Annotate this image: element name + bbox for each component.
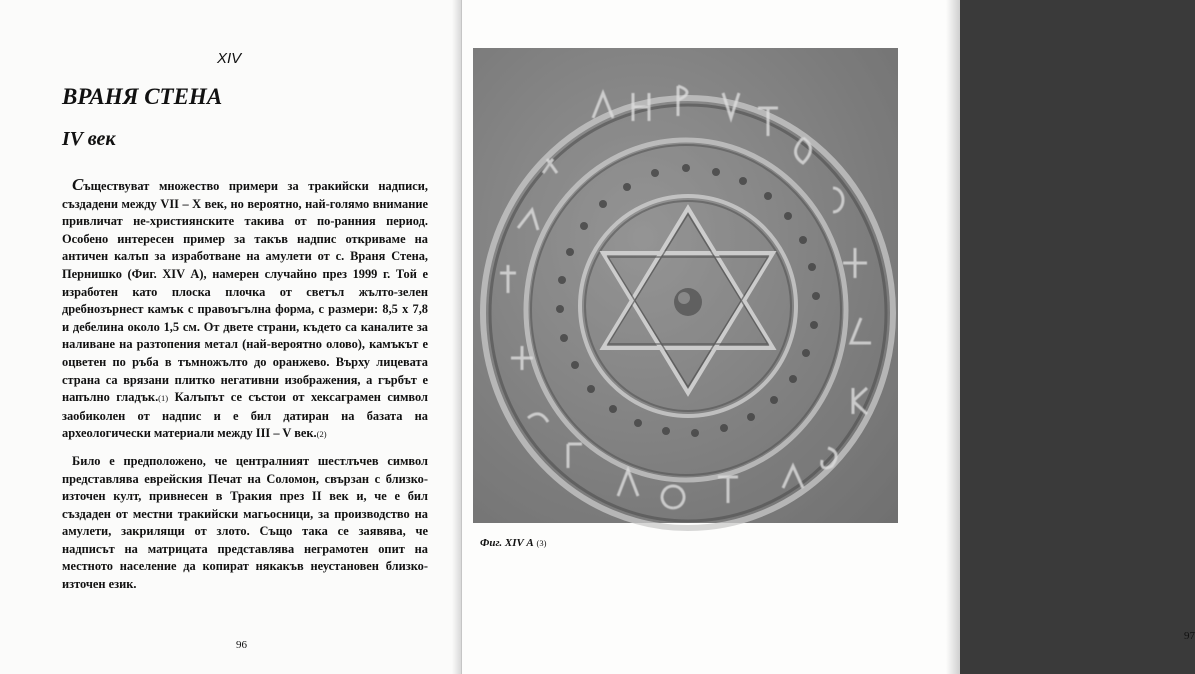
paragraph-1-text-b: Калъпът се състои от хексаграмен символ заобиколен от надпис и е бил датиран на базата на археологически материали между III – V век. bbox=[62, 390, 428, 441]
page-number-left: 96 bbox=[236, 639, 247, 651]
drop-cap: С bbox=[72, 175, 84, 194]
left-page bbox=[0, 0, 461, 674]
body-text bbox=[62, 176, 428, 594]
century-subtitle: IV век bbox=[62, 128, 116, 150]
amulet-mold-photo bbox=[473, 48, 898, 523]
footnote-ref-1: (1) bbox=[158, 393, 169, 404]
chapter-number: XIV bbox=[217, 50, 242, 67]
figure-caption bbox=[480, 537, 546, 549]
page-edge-shadow bbox=[946, 0, 960, 674]
paragraph-2: Било е предположено, че централният шестлъчев символ представлява еврейския Печат на Соломон, свързан с близко-източен култ, привнесен в Тракия през II век и, че е бил създаден от местни тракийски магьосници, за производство на амулети, закрилящи от злото. Също така се заявява, че надписът на матрицата представлява неграмотен опит на местното население да копират някакъв неустановен близко-източен език. bbox=[62, 453, 428, 592]
footnote-ref-2: (2) bbox=[316, 429, 327, 440]
amulet-mold-illustration bbox=[473, 48, 898, 523]
figure-caption-ref: (3) bbox=[536, 538, 547, 548]
paragraph-1 bbox=[62, 176, 428, 444]
page-number-right: 97 bbox=[1184, 630, 1195, 642]
figure-caption-text: Фиг. XIV А bbox=[480, 537, 534, 549]
chapter-title: ВРАНЯ СТЕНА bbox=[62, 84, 223, 109]
paragraph-1-text-a: ъществуват множество примери за тракийски надписи, създадени между VII – X век, но вероятно, най-голямо внимание привличат не-християнските такива от по-ранния период. Особено интересен пример за такъв надпис откриваме на античен калъп за изработване на амулети от с. Враня Стена, Пернишко (Фиг. XIV А), намерен случайно през 1999 г. Той е изработен като плоска плочка от светъл жълто-зелен дребнозърнест камък с правоъгълна форма, с размери: 8,5 х 7,8 и дебелина около 1,5 см. От двете страни, където са каналите за наливане на разтопения метал (най-вероятно олово), камъкът е оцветен по ръба в тъмножълто до оранжево. Върху лицевата страна са врязани плитко негативни изображения, а гърбът е напълно гладък. bbox=[62, 179, 428, 405]
